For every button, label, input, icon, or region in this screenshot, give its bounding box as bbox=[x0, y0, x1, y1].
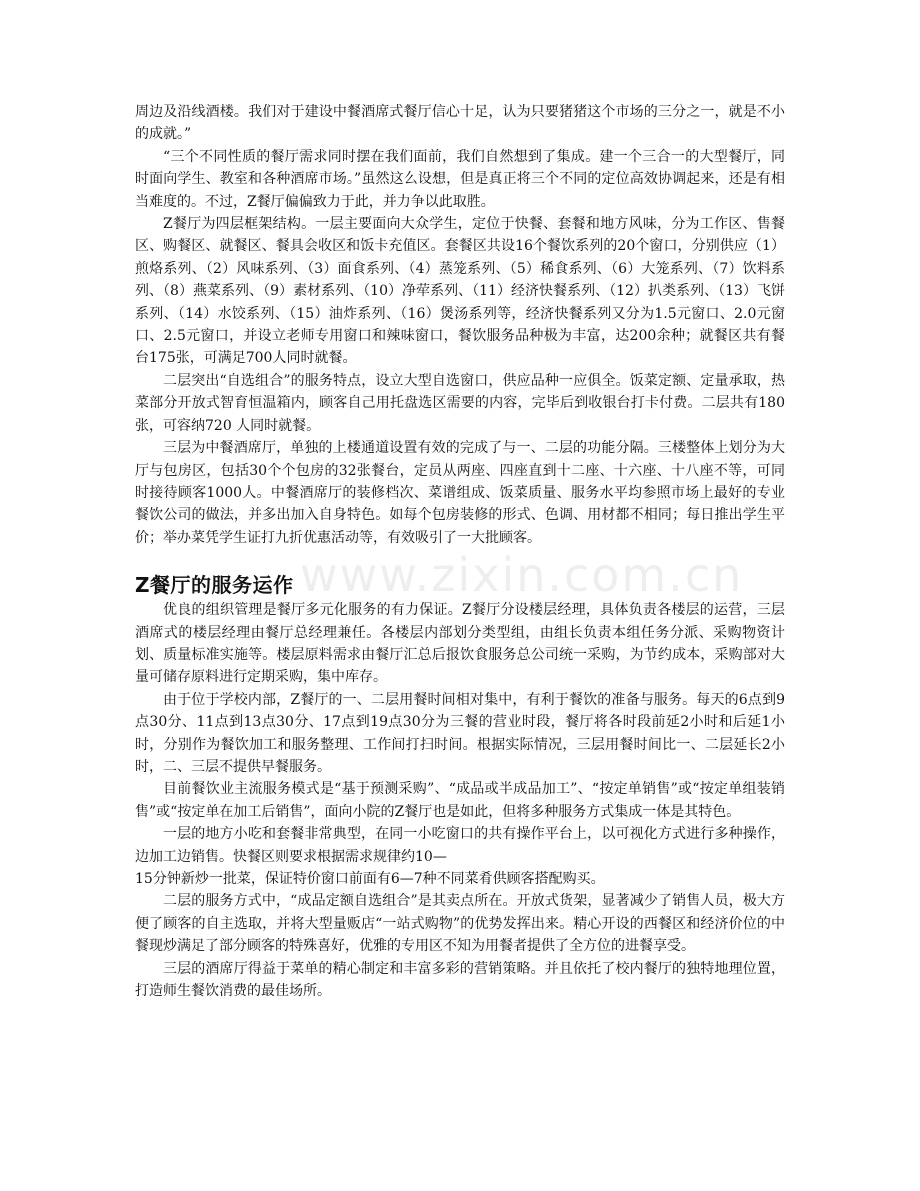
paragraph-floor-three: 三层为中餐酒席厅，单独的上楼通道设置有效的完成了与一、二层的功能分隔。三楼整体上划分为大厅与包房区，包括30个个包房的32张餐台，定员从两座、四座直到十二座、十六座、十八座不等，可同时接待顾客1000人。中餐酒席厅的装修档次、菜谱组成、饭菜质量、服务水平均参照市场上最好的专业餐饮公司的做法，并多出加入自身特色。如每个包房装修的形式、色调、用材都不相同；每日推出学生平价；举办菜凭学生证打九折优惠活动等，有效吸引了一大批顾客。 bbox=[135, 440, 785, 546]
section-heading: Z餐厅的服务运作 bbox=[135, 573, 294, 598]
paragraph-meal-times: 由于位于学校内部，Z餐厅的一、二层用餐时间相对集中，有利于餐饮的准备与服务。每天的6点到9点30分、11点到13点30分、17点到19点30分为三餐的营业时段，餐厅将各时段前延2小时和后延1小时，分别作为餐饮加工和服务整理、工作间打扫时间。根据实际情况，三层用餐时间比一、二层延长2小时，二、三层不提供早餐服务。 bbox=[135, 691, 785, 775]
paragraph-integration-idea: “三个不同性质的餐厅需求同时摆在我们面前，我们自然想到了集成。建一个三合一的大型餐厅，同时面向学生、教室和各种酒席市场。”虽然这么设想，但是真正将三个不同的定位高效协调起来，还是有相当难度的。不过，Z餐厅偏偏致力于此，并力争以此取胜。 bbox=[135, 148, 785, 210]
paragraph-floor-one-service: 一层的地方小吃和套餐非常典型，在同一小吃窗口的共有操作平台上，以可视化方式进行多种操作，边加工边销售。快餐区则要求根据需求规律约10— bbox=[135, 826, 785, 865]
paragraph-floor-one: Z餐厅为四层框架结构。一层主要面向大众学生，定位于快餐、套餐和地方风味，分为工作区、售餐区、购餐区、就餐区、餐具会收区和饭卡充值区。套餐区共设16个餐饮系列的20个窗口，分别供应（1）煎烙系列、（2）风味系列、（3）面食系列、（4）蒸笼系列、（5）稀食系列、（6）大笼系列、（7）饮料系列、（8）燕菜系列、（9）素材系列、（10）净荦系列、（11）经济快餐系列、（12）扒类系列、（13）飞饼系列、（14）水饺系列、（15）油炸系列、（16）煲汤系列等，经济快餐系列又分为1.5元窗口、2.0元窗口、2.5元窗口，并设立老师专用窗口和辣味窗口，餐饮服务品种极为丰富，达200余种；就餐区共有餐台175张，可满足700人同时就餐。 bbox=[135, 216, 785, 367]
paragraph-floor-two: 二层突出“自选组合”的服务特点，设立大型自选窗口，供应品种一应俱全。饭菜定额、定量承取，热菜部分开放式智育恒温箱内，顾客自己用托盘选区需要的内容，完毕后到收银台打卡付费。二层共有180张，可容纳720 人同时就餐。 bbox=[135, 372, 785, 434]
paragraph-floor-two-service: 二层的服务方式中，“成品定额自选组合”是其卖点所在。开放式货架，显著减少了销售人员，极大方便了顾客的自主选取，并将大型量贩店“一站式购物”的优势发挥出来。精心开设的西餐区和经济价位的中餐现炒满足了部分顾客的特殊喜好，优雅的专用区不知为用餐者提供了全方位的进餐享受。 bbox=[135, 893, 785, 955]
paragraph-organization: 优良的组织管理是餐厅多元化服务的有力保证。Z餐厅分设楼层经理，具体负责各楼层的运营，三层酒席式的楼层经理由餐厅总经理兼任。各楼层内部划分类型组，由组长负责本组任务分派、采购物资计划、质量标准实施等。楼层原料需求由餐厅汇总后报饮食服务总公司统一采购，为节约成本，采购部对大量可储存原料进行定期采购，集中库存。 bbox=[135, 602, 785, 686]
site-watermark: www.zixin.com.cn bbox=[300, 548, 744, 602]
paragraph-floor-three-service: 三层的酒席厅得益于菜单的精心制定和丰富多彩的营销策略。并且依托了校内餐厅的独特地理位置，打造师生餐饮消费的最佳场所。 bbox=[135, 960, 785, 1000]
document-page bbox=[135, 101, 785, 1002]
paragraph-continuation: 周边及沿线酒楼。我们对于建设中餐酒席式餐厅信心十足，认为只要猪猪这个市场的三分之一，就是不小的成就。” bbox=[135, 104, 785, 143]
section-restaurant-structure bbox=[135, 101, 785, 549]
paragraph-floor-one-service-cont: 15分钟新炒一批菜，保证特价窗口前面有6—7种不同菜肴供顾客搭配购买。 bbox=[135, 871, 605, 887]
paragraph-service-models: 目前餐饮业主流服务模式是“基于预测采购”、“成品或半成品加工”、“按定单销售”或“按定单组装销售”或“按定单在加工后销售”，面向小院的Z餐厅也是如此，但将多种服务方式集成一体是其特色。 bbox=[135, 781, 785, 820]
section-service-operation bbox=[135, 571, 785, 1002]
